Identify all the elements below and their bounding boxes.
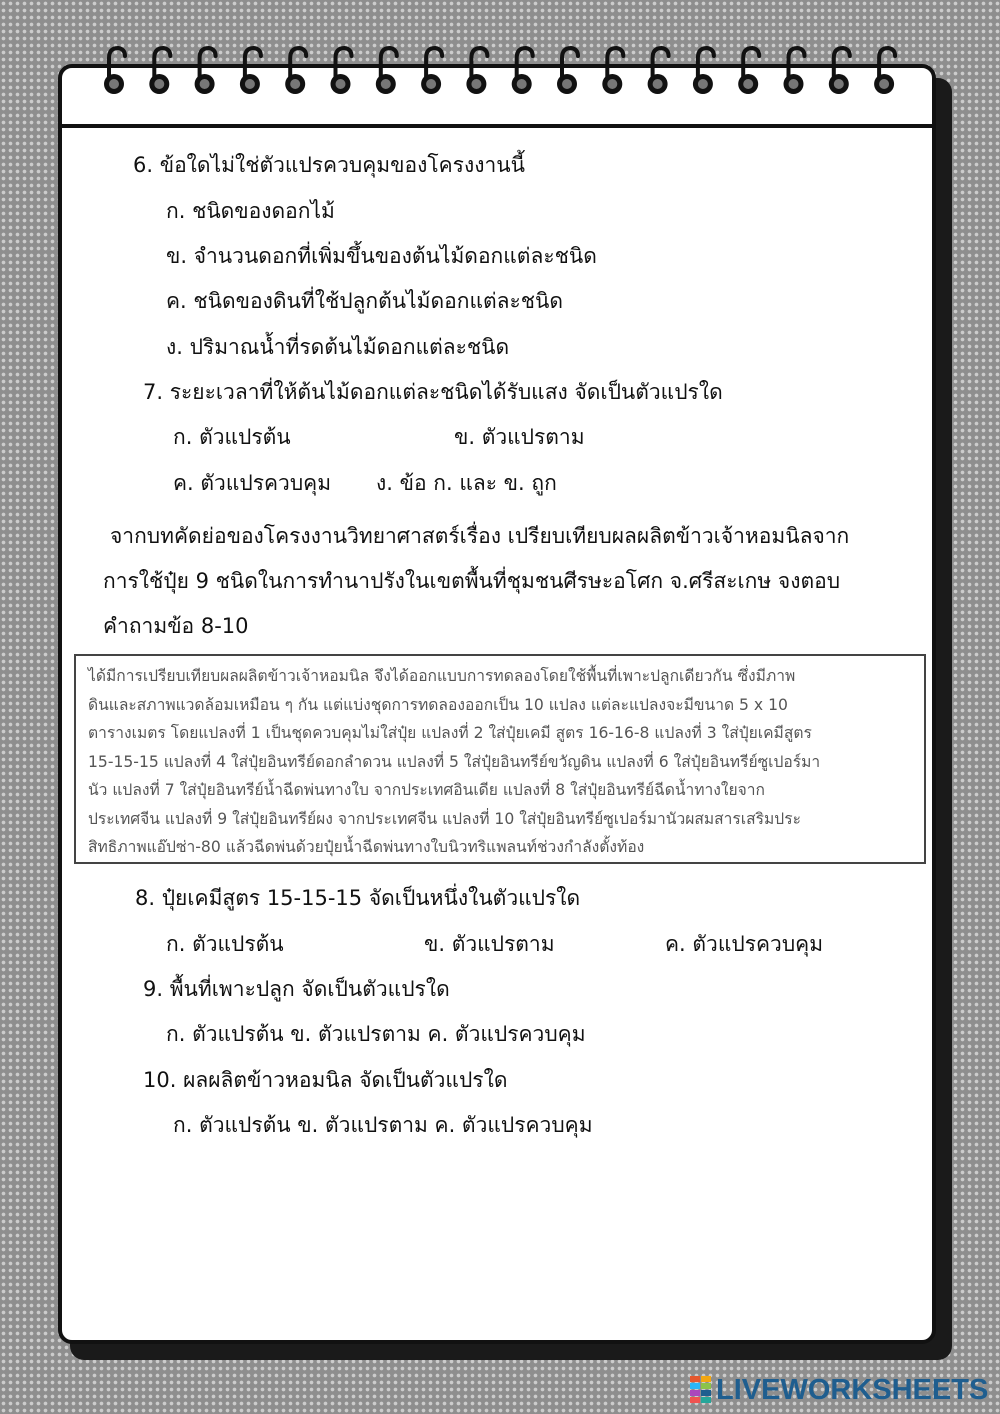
q6-stem: 6. ข้อใดไม่ใช่ตัวแปรควบคุมของโครงงานนี้: [133, 153, 525, 177]
q9-stem: 9. พื้นที่เพาะปลูก จัดเป็นตัวแปรใด: [143, 977, 450, 1001]
abstract-passage-box: [74, 654, 926, 864]
liveworksheets-logo: [690, 1372, 988, 1408]
q7-stem: 7. ระยะเวลาที่ให้ต้นไม้ดอกแต่ละชนิดได้รับแสง จัดเป็นตัวแปรใด: [143, 380, 723, 404]
q6-option-b[interactable]: ข. จำนวนดอกที่เพิ่มขึ้นของต้นไม้ดอกแต่ละชนิด: [166, 244, 597, 268]
q10-options[interactable]: ก. ตัวแปรต้น ข. ตัวแปรตาม ค. ตัวแปรควบคุม: [173, 1113, 593, 1137]
q7-option-a[interactable]: ก. ตัวแปรต้น: [173, 425, 291, 449]
q6-option-d[interactable]: ง. ปริมาณน้ำที่รดต้นไม้ดอกแต่ละชนิด: [166, 335, 510, 359]
q8-option-c[interactable]: ค. ตัวแปรควบคุม: [665, 932, 824, 956]
q6-option-c[interactable]: ค. ชนิดของดินที่ใช้ปลูกต้นไม้ดอกแต่ละชนิด: [166, 289, 564, 313]
q9-options[interactable]: ก. ตัวแปรต้น ข. ตัวแปรตาม ค. ตัวแปรควบคุม: [166, 1022, 586, 1046]
q7-option-c[interactable]: ค. ตัวแปรควบคุม: [173, 471, 332, 495]
q8-option-b[interactable]: ข. ตัวแปรตาม: [424, 932, 555, 956]
intro-line-1: จากบทคัดย่อของโครงงานวิทยาศาสตร์เรื่อง เปรียบเทียบผลผลิตข้าวเจ้าหอมนิลจาก: [110, 524, 850, 548]
passage-line: ดินและสภาพแวดล้อมเหมือน ๆ กัน แต่แบ่งชุดการทดลองออกเป็น 10 แปลง แต่ละแปลงจะมีขนาด 5 x 10: [88, 695, 788, 714]
q7-option-d[interactable]: ง. ข้อ ก. และ ข. ถูก: [376, 471, 557, 495]
passage-line: ตารางเมตร โดยแปลงที่ 1 เป็นชุดควบคุมไม่ใส่ปุ๋ย แปลงที่ 2 ใส่ปุ๋ยเคมี สูตร 16-16-8 แปลงที่ 3 ใส่ปุ๋ยเคมีสูตร: [88, 724, 812, 742]
logo-cube-icon: [690, 1376, 712, 1404]
q7-option-b[interactable]: ข. ตัวแปรตาม: [454, 425, 585, 449]
q8-option-a[interactable]: ก. ตัวแปรต้น: [166, 932, 284, 956]
passage-line: นัว แปลงที่ 7 ใส่ปุ๋ยอินทรีย์น้ำฉีดพ่นทางใบ จากประเทศอินเดีย แปลงที่ 8 ใส่ปุ๋ยอินทรีย์ฉีดน้ำทางใยจาก: [88, 781, 765, 799]
q10-stem: 10. ผลผลิตข้าวหอมนิล จัดเป็นตัวแปรใด: [143, 1068, 508, 1092]
liveworksheets-wordmark: LIVEWORKSHEETS: [716, 1373, 989, 1406]
q8-stem: 8. ปุ๋ยเคมีสูตร 15-15-15 จัดเป็นหนึ่งในตัวแปรใด: [135, 886, 581, 910]
passage-line: ประเทศจีน แปลงที่ 9 ใส่ปุ๋ยอินทรีย์ผง จากประเทศจีน แปลงที่ 10 ใส่ปุ๋ยอินทรีย์ซูเปอร์มานัวผสมสารเสริมประ: [88, 809, 801, 828]
passage-line: ได้มีการเปรียบเทียบผลผลิตข้าวเจ้าหอมนิล จึงได้ออกแบบการทดลองโดยใช้พื้นที่เพาะปลูกเดียวกัน ซึ่งมีภาพ: [88, 667, 796, 685]
intro-line-3: คำถามข้อ 8-10: [103, 614, 249, 638]
passage-line: สิทธิภาพแอ๊ปซ่า-80 แล้วฉีดพ่นด้วยปุ๋ยน้ำฉีดพ่นทางใบนิวทริแพลนท์ช่วงกำลังตั้งท้อง: [88, 838, 645, 856]
q6-option-a[interactable]: ก. ชนิดของดอกไม้: [166, 199, 335, 223]
passage-line: 15-15-15 แปลงที่ 4 ใส่ปุ๋ยอินทรีย์ดอกลำดวน แปลงที่ 5 ใส่ปุ๋ยอินทรีย์ขวัญดิน แปลงที่ 6 ใส่ปุ๋ยอินทรีย์ซูเปอร์มา: [88, 752, 821, 771]
intro-line-2: การใช้ปุ๋ย 9 ชนิดในการทำนาปรังในเขตพื้นที่ชุมชนศีรษะอโศก จ.ศรีสะเกษ จงตอบ: [103, 569, 841, 593]
